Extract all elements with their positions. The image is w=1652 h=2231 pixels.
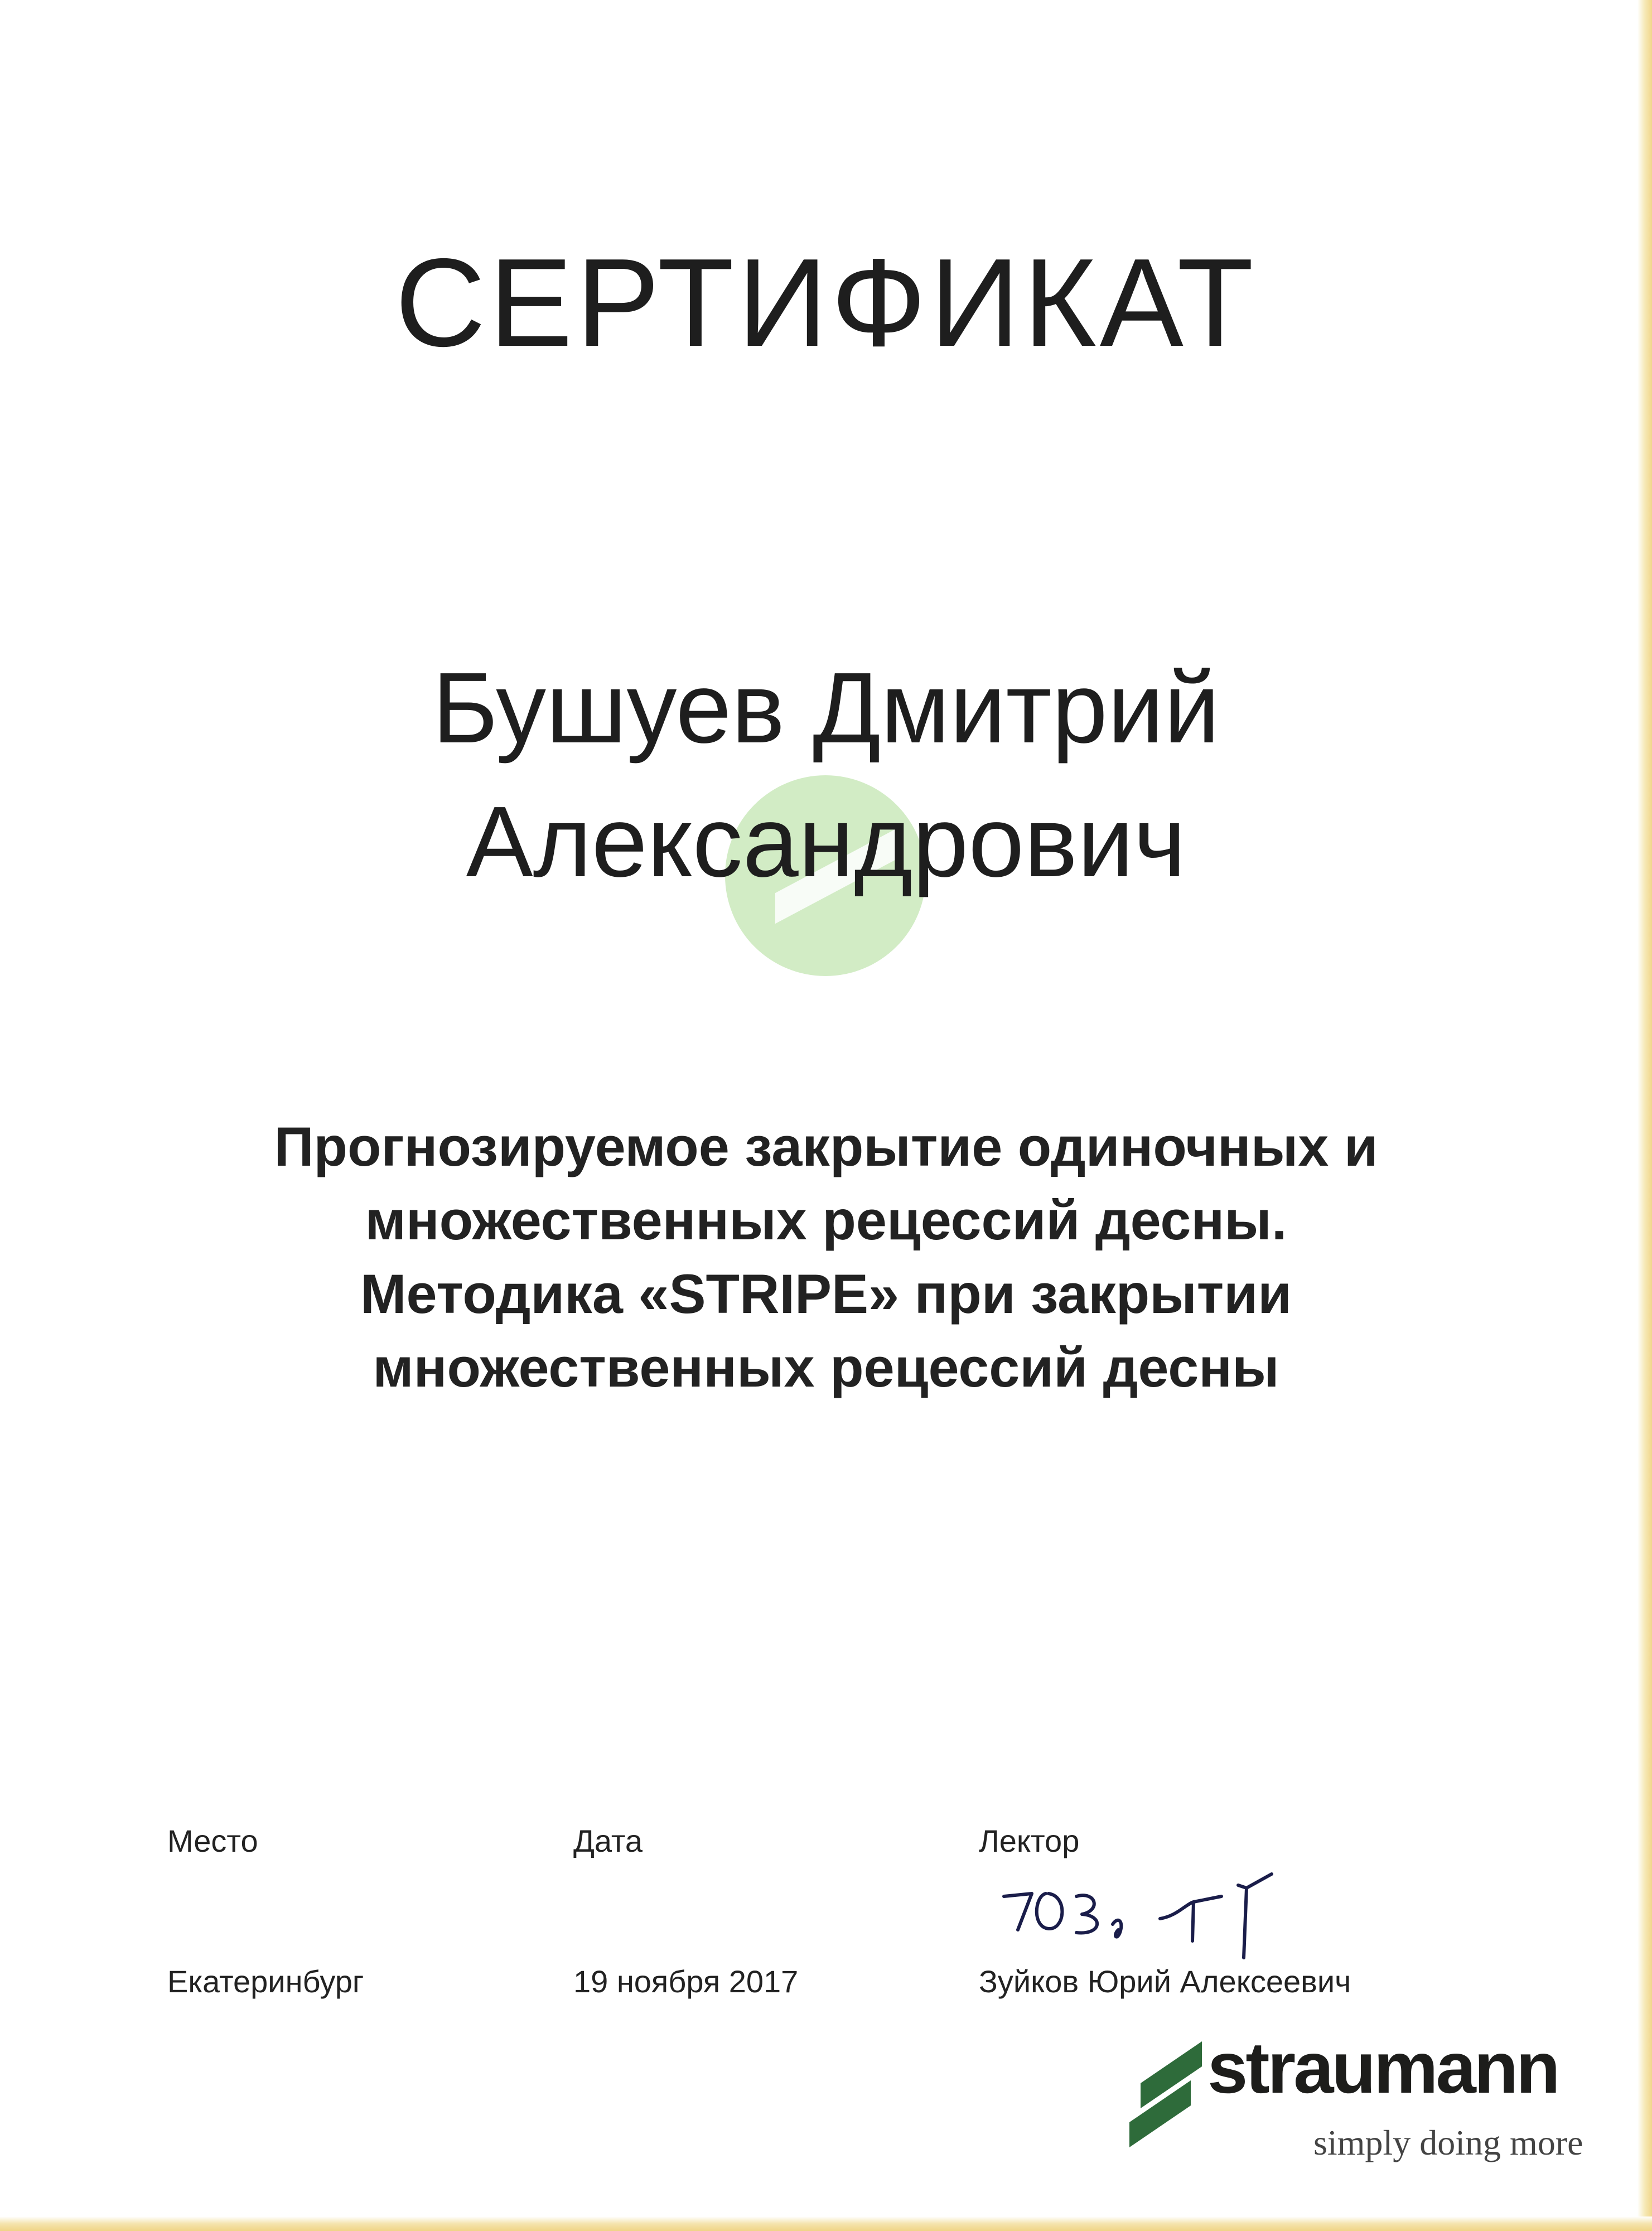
course-title-line-4: множественных рецессий десны — [373, 1336, 1279, 1398]
straumann-mark-icon — [1124, 2030, 1207, 2158]
date-value: 19 ноября 2017 — [573, 1964, 799, 1999]
straumann-logo — [1124, 2019, 1603, 2198]
place-value: Екатеринбург — [167, 1964, 364, 1999]
certificate-title: СЕРТИФИКАТ — [395, 232, 1257, 373]
course-title-line-3: Методика «STRIPE» при закрытии — [360, 1263, 1292, 1325]
lecturer-label: Лектор — [979, 1823, 1080, 1858]
paper-edge-bottom — [0, 2216, 1652, 2231]
course-title — [0, 1110, 1652, 1404]
recipient-name — [0, 641, 1652, 909]
place-label: Место — [167, 1823, 258, 1858]
recipient-name-line-2: Александрович — [466, 786, 1186, 898]
lecturer-name: Зуйков Юрий Алексеевич — [979, 1964, 1351, 1999]
logo-slogan: simply doing more — [1313, 2123, 1583, 2162]
course-title-line-1: Прогнозируемое закрытие одиночных и — [274, 1116, 1378, 1177]
course-title-line-2: множественных рецессий десны. — [365, 1189, 1287, 1251]
date-label: Дата — [573, 1823, 643, 1858]
recipient-name-line-1: Бушуев Дмитрий — [432, 652, 1220, 764]
lecturer-signature — [993, 1863, 1283, 1969]
logo-wordmark: straumann — [1207, 2027, 1558, 2108]
